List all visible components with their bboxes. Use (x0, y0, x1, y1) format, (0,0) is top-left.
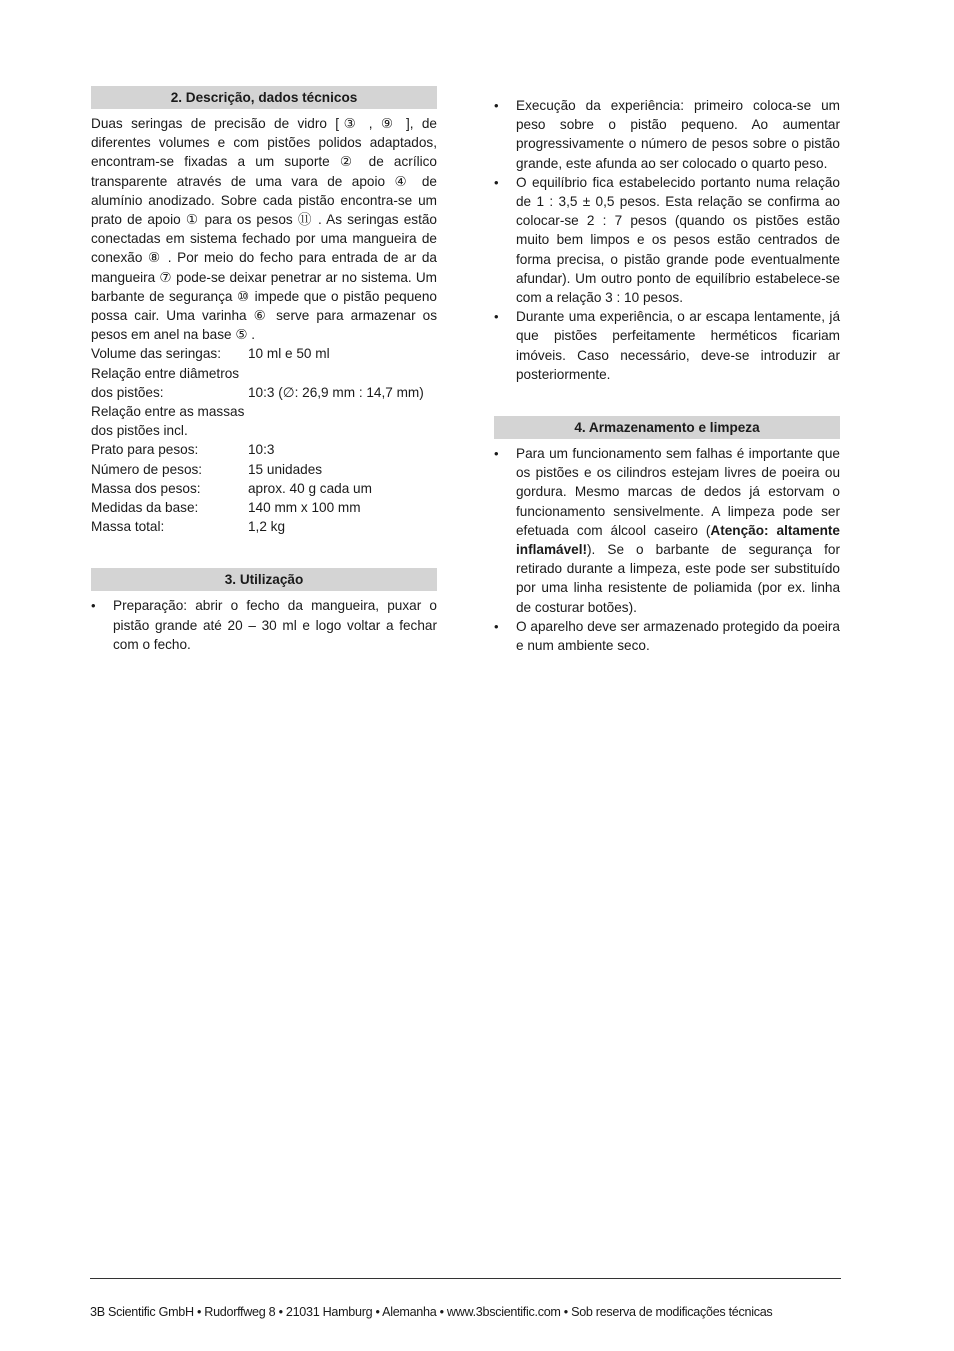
list-item: • Preparação: abrir o fecho da mangueira, puxar o pistão grande até 20 – 30 ml e logo voltar a fechar com o fecho. (91, 596, 437, 654)
section-heading-storage: 4. Armazenamento e limpeza (494, 416, 840, 439)
storage-text-pre: Para um funcionamento sem falhas é importante que os pistões e os cilindros estejam livres de poeira ou gordura. Mesmo marcas de dedos já estorvam o funcionamento sensivelmente. A limpeza pode ser efetuada com álcool caseiro ( (516, 446, 840, 538)
spec-row (91, 344, 437, 363)
footer-divider (90, 1278, 841, 1279)
spec-value: 10:3 (∅: 26,9 mm : 14,7 mm) (248, 384, 424, 400)
spec-row (91, 479, 437, 498)
spec-row (91, 517, 437, 536)
list-item (494, 444, 840, 617)
spec-row (91, 498, 437, 517)
spec-value (248, 364, 437, 383)
footer-text: 3B Scientific GmbH • Rudorffweg 8 • 21031 Hamburg • Alemanha • www.3bscientific.com • Sob reserva de modificações técnicas (90, 1305, 773, 1319)
list-item: • O aparelho deve ser armazenado protegido da poeira e num ambiente seco. (494, 617, 840, 655)
spec-label: dos pistões incl. (91, 423, 188, 439)
spec-label: Relação entre diâmetros (91, 365, 240, 381)
spec-label: Prato para pesos: (91, 442, 199, 458)
spec-value (248, 421, 437, 440)
spec-value: 15 unidades (248, 461, 323, 477)
spec-row (91, 440, 437, 459)
spec-label: Volume das seringas: (91, 346, 221, 362)
spec-row (91, 364, 437, 383)
section-heading-description: 2. Descrição, dados técnicos (91, 86, 437, 109)
left-column (91, 86, 437, 654)
spec-label: Medidas da base: (91, 500, 199, 516)
list-item: • Durante uma experiência, o ar escapa lentamente, já que pistões perfeitamente herméticos ficariam imóveis. Caso necessário, deve-se introduzir ar posteriormente. (494, 307, 840, 384)
right-column (494, 96, 840, 655)
spec-value: 1,2 kg (248, 519, 286, 535)
spec-value: 10:3 (248, 442, 275, 458)
storage-text-post: ). Se o barbante de segurança for retirado durante a limpeza, este pode ser substituído por uma linha resistente de poliamida (por ex. linha de costurar botões). (516, 542, 840, 615)
usage-list (91, 596, 437, 654)
spec-row (91, 460, 437, 479)
list-item: • Execução da experiência: primeiro coloca-se um peso sobre o pistão pequeno. Ao aumentar progressivamente o número de pesos sobre o pistão grande, este afunda ao ser colocado o quarto peso. (494, 96, 840, 173)
list-item: • O equilíbrio fica estabelecido portanto numa relação de 1 : 3,5 ± 0,5 pesos. Esta relação se confirma ao colocar-se 2 : 7 pesos (quando os pistões estão muito bem limpos e os pesos estão centrados de forma precisa, o pistão grande pode eventualmente afundar). Um outro ponto de equilíbrio estabelece-se com a relação 3 : 10 pesos. (494, 173, 840, 307)
section-heading-usage: 3. Utilização (91, 568, 437, 591)
spec-value: 10 ml e 50 ml (248, 346, 330, 362)
spec-label: Relação entre as massas (91, 404, 245, 420)
spec-row (91, 402, 437, 421)
warning-text: Atenção: altamente inflamável! (516, 522, 840, 558)
description-paragraph: Duas seringas de precisão de vidro [③ , ⑨ ], de diferentes volumes e com pistões polidos adaptados, encontram-se fixadas a um suporte ② de acrílico transparente através de uma vara de apoio ④ de alumínio anodizado. Sobre cada pistão encontra-se um prato de apoio ① para os pesos ⑪ . As seringas estão conectadas em sistema fechado por uma mangueira de conexão ⑧ . Por meio do fecho para entrada de ar da mangueira ⑦ pode-se deixar penetrar ar no sistema. Um barbante de segurança ⑩ impede que o pistão pequeno possa cair. Uma varinha ⑥ serve para armazenar os pesos em anel na base ⑤ . (91, 116, 437, 343)
specs-list (91, 344, 437, 536)
spec-value (248, 402, 437, 421)
spec-row (91, 421, 437, 440)
spec-value: 140 mm x 100 mm (248, 500, 361, 516)
spec-label: Massa dos pesos: (91, 480, 201, 496)
spec-value: aprox. 40 g cada um (248, 480, 372, 496)
spec-row (91, 383, 437, 402)
usage-continued-list (494, 96, 840, 384)
spec-label: dos pistões: (91, 384, 164, 400)
storage-list (494, 444, 840, 655)
spec-label: Massa total: (91, 519, 165, 535)
spec-label: Número de pesos: (91, 461, 203, 477)
